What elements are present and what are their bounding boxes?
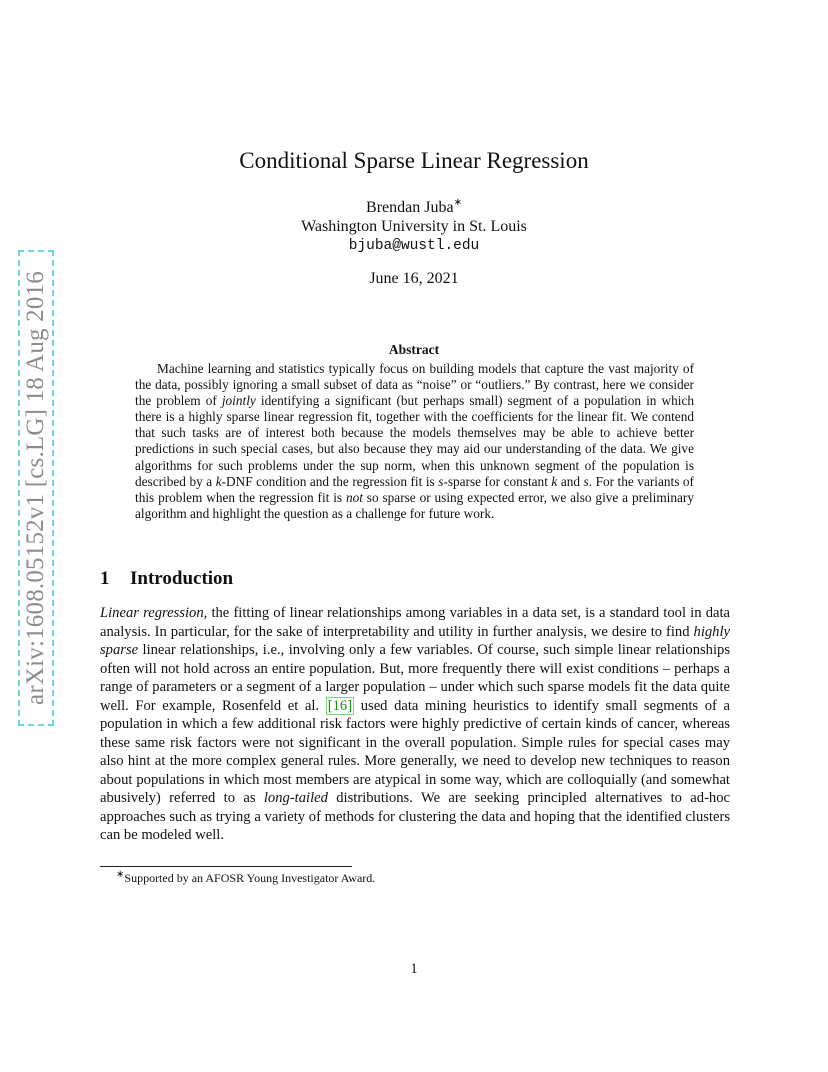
section-title: Introduction [130,568,234,589]
section-heading-introduction [100,568,233,590]
introduction-paragraph: Linear regression, the fitting of linear relationships among variables in a data set, is a standard tool in data analysis. In particular, for the sake of interpretability and utility in further analysis, we desire to find highly sparse linear relationships, i.e., involving only a few variables. Of course, such simple linear relationships often will not hold across an entire population. But, more frequently there will exist conditions – perhaps a range of parameters or a segment of a larger population – under which such sparse models fit the data quite well. For example, Rosenfeld et al. [16] used data mining heuristics to identify small segments of a population in which a few additional risk factors were highly predictive of certain kinds of cancer, whereas these same risk factors were not significant in the overall population. Simple rules for special cases may also hint at the more complex general rules. More generally, we need to develop new techniques to reason about populations in which most members are atypical in some way, which are colloquially (and somewhat abusively) referred to as long-tailed distributions. We are seeking principled alternatives to ad-hoc approaches such as trying a variety of methods for clustering the data and hoping that the identified clusters can be modeled well. [100,605,730,843]
page-number: 1 [410,961,418,977]
author-line [0,199,828,217]
abstract-text: Machine learning and statistics typically focus on building models that capture the vast majority of the data, possibly ignoring a small subset of data as “noise” or “outliers.” By contrast, here we consider the problem of jointly identifying a significant (but perhaps small) segment of a population in which there is a highly sparse linear regression fit, together with the coefficients for the linear fit. We contend that such tasks are of interest both because the models themselves may be able to achieve better predictions in such special cases, but also because they may aid our understanding of the data. We give algorithms for such problems under the sup norm, when this unknown segment of the population is described by a k-DNF condition and the regression fit is s-sparse for constant k and s. For the variants of this problem when the regression fit is not so sparse or using expected error, we also give a preliminary algorithm and highlight the question as a challenge for future work. [135,361,695,521]
author-email[interactable]: bjuba@wustl.edu [348,238,480,254]
footnote-mark: ∗ [116,869,125,880]
author-name: Brendan Juba [366,199,454,216]
section-number: 1 [100,568,110,589]
abstract-heading: Abstract [388,342,440,357]
paper-date: June 16, 2021 [369,270,459,287]
footnote-divider [100,866,352,867]
citation-link[interactable]: [16] [327,697,353,714]
affiliation: Washington University in St. Louis [301,218,527,235]
paper-title: Conditional Sparse Linear Regression [239,148,589,173]
author-footnote-mark: ∗ [453,197,462,208]
footnote [116,871,375,886]
footnote-text: Supported by an AFOSR Young Investigator Award. [124,871,376,885]
arxiv-identifier[interactable]: arXiv:1608.05152v1 [cs.LG] 18 Aug 2016 [22,271,49,705]
